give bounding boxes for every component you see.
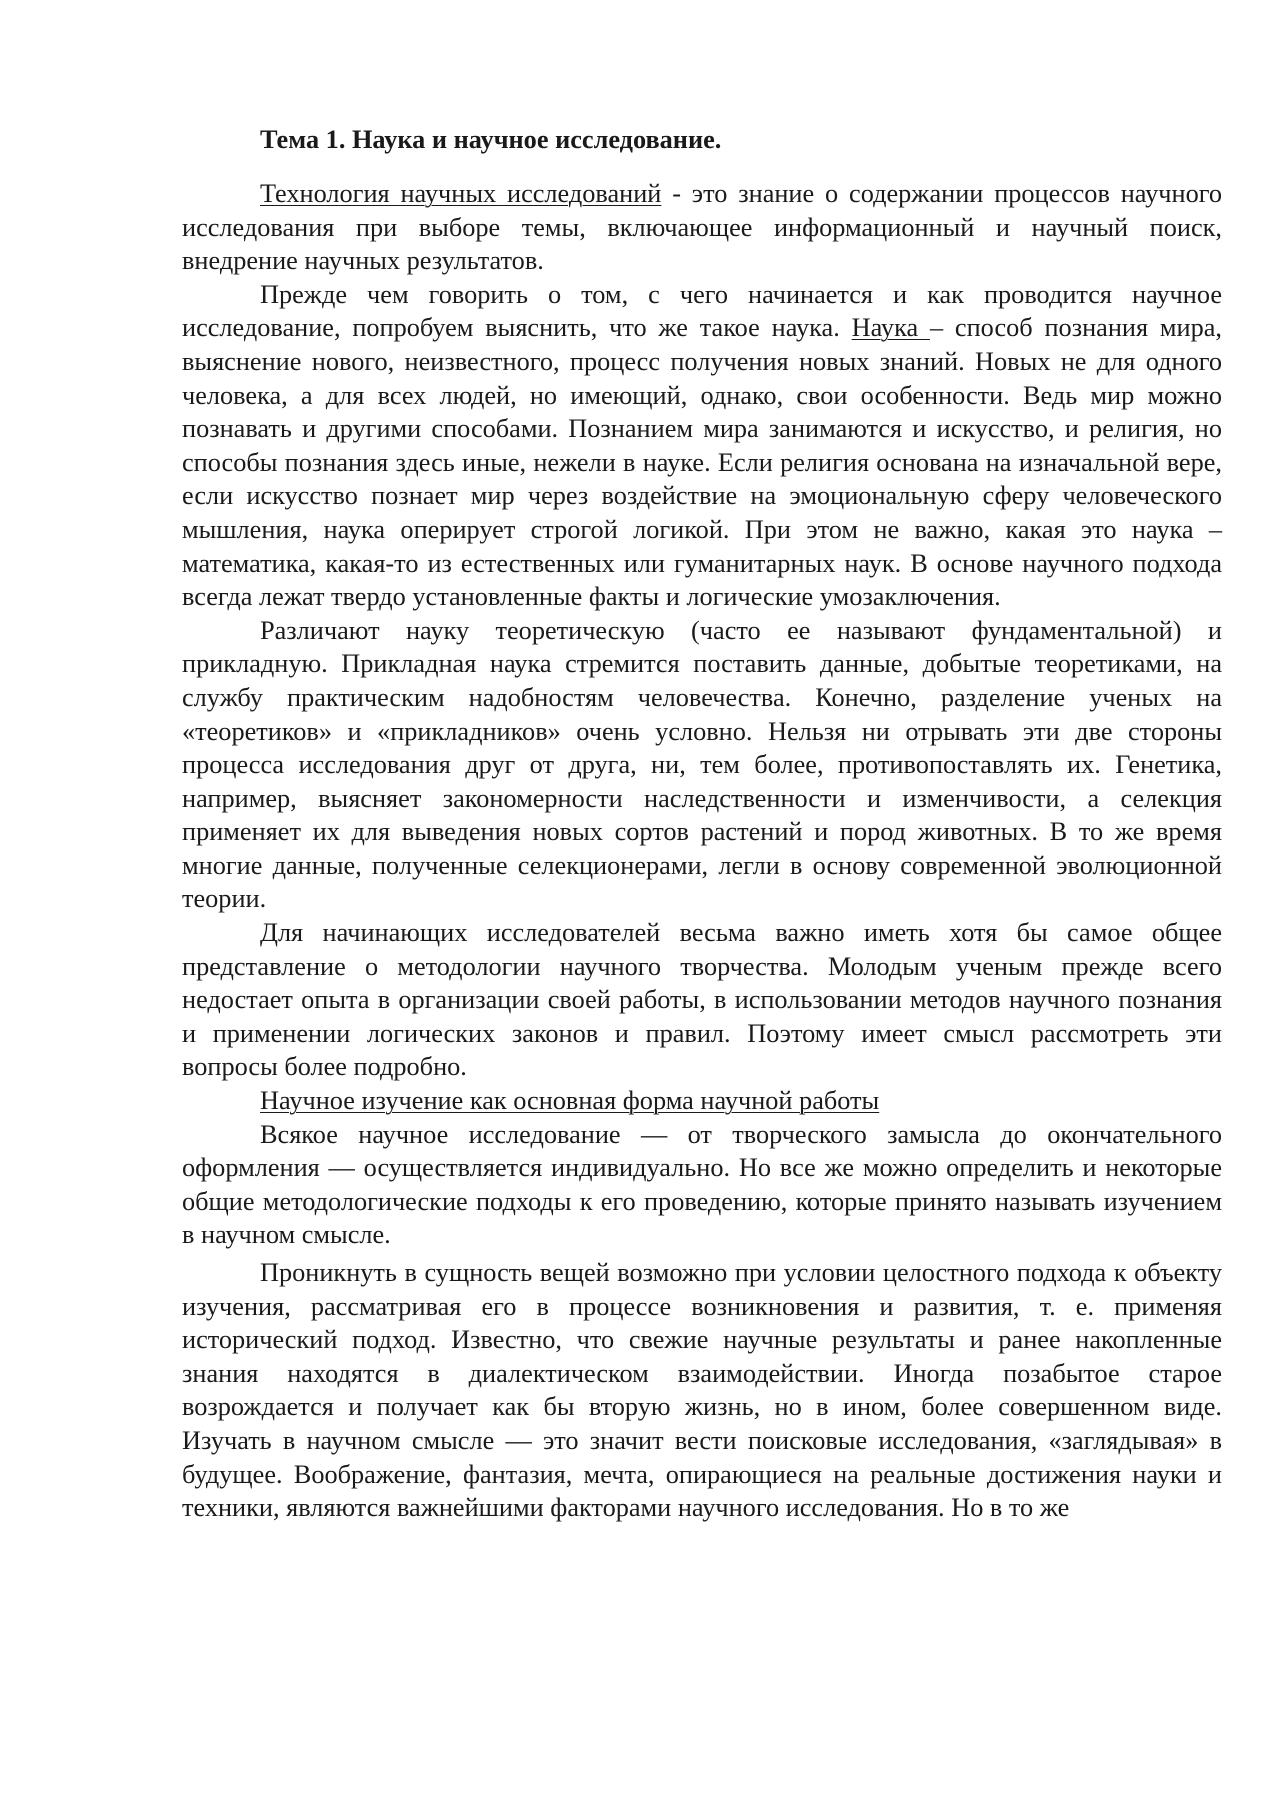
document-page [182, 117, 1222, 1525]
section-subheading [182, 1084, 1222, 1118]
paragraph-historical-approach: Проникнуть в сущность вещей возможно при условии целостного подхода к объекту изучения, рассматривая его в процессе возникновения и развития, т. е. применяя исторический подход. Известно, что свежие научные результаты и ранее накопленные знания находятся в диалектическом взаимодействии. Иногда позабытое старое возрождается и получает как бы вторую жизнь, но в ином, более совершенном виде. Изучать в научном смысле — это значит вести поисковые исследования, «заглядывая» в будущее. Воображение, фантазия, мечта, опирающиеся на реальные достижения науки и техники, являются важнейшими факторами научного исследования. Но в то же [182, 1258, 1222, 1523]
paragraph-text: – способ познания мира, выяснение нового, неизвестного, процесс получения новых знаний. Новых не для одного человека, а для всех людей, но имеющий, однако, свои особенности. Ведь мир можно познавать и другими способами. Познанием мира занимаются и искусство, и религия, но способы познания здесь иные, нежели в науке. Если религия основана на изначальной вере, если искусство познает мир через воздействие на эмоциональную сферу человеческого мышления, наука оперирует строгой логикой. При этом не важно, какая это наука – математика, какая-то из естественных или гуманитарных наук. В основе научного подхода всегда лежат твердо установленные факты и логические умозаключения. [182, 313, 1222, 612]
paragraph-research-individual: Всякое научное исследование — от творческого замысла до окончательного оформления — осуществляется индивидуально. Но все же можно определить и некоторые общие методологические подходы к его проведению, которые принято называть изучением в научном смысле. [182, 1119, 1222, 1250]
paragraph-science-definition [182, 278, 1222, 614]
paragraph-technology [182, 177, 1222, 278]
page-title: Тема 1. Наука и научное исследование. [260, 125, 722, 154]
paragraph-methodology: Для начинающих исследователей весьма важно иметь хотя бы самое общее представление о методологии научного творчества. Молодым ученым прежде всего недостает опыта в организации своей работы, в использовании методов научного познания и применении логических законов и правил. Поэтому имеет смысл рассмотреть эти вопросы более подробно. [182, 918, 1222, 1082]
subheading-text: Научное изучение как основная форма научной работы [260, 1086, 880, 1116]
term-technology: Технология научных исследований [260, 179, 662, 208]
paragraph-theoretical-applied: Различают науку теоретическую (часто ее называют фундаментальной) и прикладную. Прикладная наука стремится поставить данные, добытые теоретиками, на службу практическим надобностям человечества. Конечно, разделение ученых на «теоретиков» и «прикладников» очень условно. Нельзя ни отрывать эти две стороны процесса исследования друг от друга, ни, тем более, противопоставлять их. Генетика, например, выясняет закономерности наследственности и изменчивости, а селекция применяет их для выведения новых сортов растений и пород животных. В то же время многие данные, полученные селекционерами, легли в основу современной эволюционной теории. [182, 615, 1222, 914]
paragraph-text: - это знание о содержании процессов научного исследования при выборе темы, включающее информационный и научный поиск, внедрение научных результатов. [182, 179, 1222, 276]
term-science: Наука [851, 313, 930, 343]
paragraph-text: Прежде чем говорить о том, с чего начинается и как проводится научное исследование, попробуем выяснить, что же такое наука. [182, 279, 1222, 343]
